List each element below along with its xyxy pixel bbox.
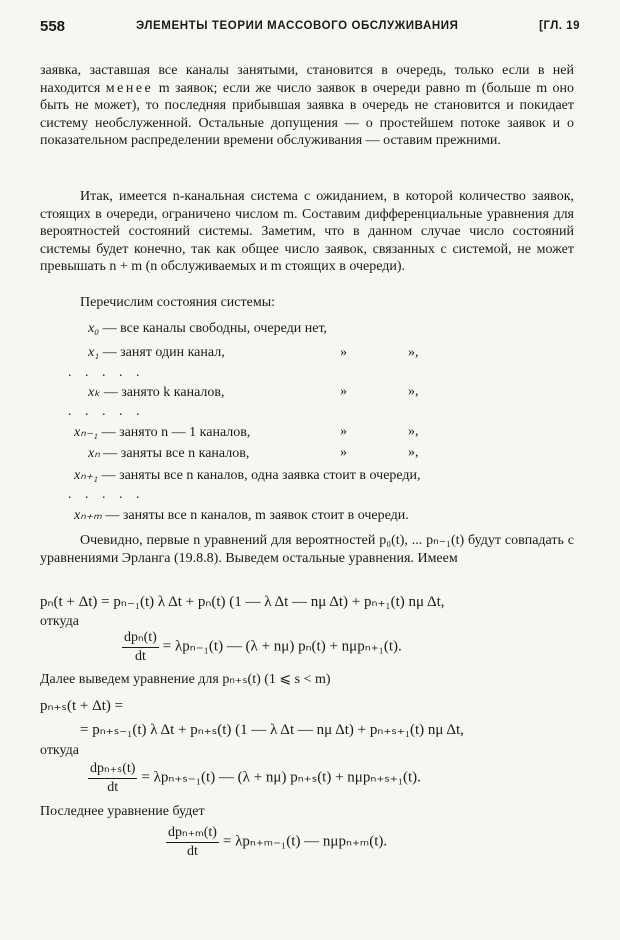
state-text: — занято k каналов, <box>103 385 225 400</box>
word-otkuda: откуда <box>40 743 79 758</box>
ditto-mark: », <box>408 424 419 439</box>
state-symbol: xₖ <box>88 385 101 400</box>
state-symbol: x₁ <box>88 345 100 360</box>
state-symbol: xₙ₋₁ <box>74 425 99 440</box>
paragraph-text: m заявок; если же число заявок в очереди равно m (больше m оно быть не может), то последняя прибывшая заявка в очередь не становится и покидает систему необслуженной. Остальные допущения — о простейшем потоке заявок и о показательном распределении времени обслуживания — оставим прежними. <box>40 80 575 149</box>
derivative-fraction <box>122 629 159 665</box>
equation-differential-nm <box>166 824 387 860</box>
spaced-word: менее <box>105 80 154 96</box>
fraction-denominator: dt <box>134 649 146 664</box>
state-symbol: xₙ <box>88 446 100 461</box>
state-symbol: xₙ₊₁ <box>74 468 99 483</box>
state-text: — заняты все n каналов, <box>103 446 250 461</box>
ditto-mark: » <box>340 424 347 439</box>
equation-difference-ns-rhs: = pₙ₊ₛ₋₁(t) λ Δt + pₙ₊ₛ(t) (1 — λ Δt — nμ Δt) + pₙ₊ₛ₊₁(t) nμ Δt, <box>80 722 464 738</box>
fraction-numerator: dpₙ₊ₘ(t) <box>166 824 219 843</box>
ditto-mark: » <box>340 384 347 399</box>
state-symbol: xₙ₊ₘ <box>74 508 102 523</box>
equation-difference-ns-lhs: pₙ₊ₛ(t + Δt) = <box>40 698 124 714</box>
ditto-mark: », <box>408 345 419 360</box>
chapter-label: [ГЛ. 19 <box>539 20 580 32</box>
page-number: 558 <box>40 18 66 35</box>
state-xn+1 <box>74 467 421 484</box>
ditto-mark: », <box>408 445 419 460</box>
state-text: — занят один канал, <box>102 345 225 360</box>
ditto-mark: » <box>340 345 347 360</box>
equation-differential-ns <box>88 760 421 796</box>
state-x1 <box>88 345 419 361</box>
fraction-denominator: dt <box>187 844 198 859</box>
equation-difference-n: pₙ(t + Δt) = pₙ₋₁(t) λ Δt + pₙ(t) (1 — λ Δt — nμ Δt) + pₙ₊₁(t) nμ Δt, <box>40 594 445 610</box>
equation-rhs: = λpₙ₊ₛ₋₁(t) — (λ + nμ) pₙ₊ₛ(t) + nμpₙ₊ₛ₊₁(t). <box>141 769 421 786</box>
derivative-fraction <box>88 760 137 796</box>
derivative-fraction <box>166 824 219 860</box>
equation-differential-n <box>122 629 402 665</box>
ditto-mark: » <box>340 445 347 460</box>
paragraph-erlang: Очевидно, первые n уравнений для вероятностей p₀(t), ... pₙ₋₁(t) будут совпадать с уравнениями Эрланга (19.8.8). Выведем остальные уравнения. Имеем <box>40 533 574 566</box>
state-text: — заняты все n каналов, одна заявка стоит в очереди, <box>101 468 421 483</box>
ditto-mark: », <box>408 384 419 399</box>
paragraph-queue-rule <box>40 62 574 150</box>
equation-rhs: = λpₙ₊ₘ₋₁(t) — nμpₙ₊ₘ(t). <box>222 833 388 850</box>
running-header <box>40 18 580 40</box>
paragraph-last-equation: Последнее уравнение будет <box>40 804 205 819</box>
running-title: ЭЛЕМЕНТЫ ТЕОРИИ МАССОВОГО ОБСЛУЖИВАНИЯ <box>136 20 459 32</box>
paragraph-next-equation: Далее выведем уравнение для pₙ₊ₛ(t) (1 ⩽ s < m) <box>40 672 331 687</box>
equation-rhs: = λpₙ₋₁(t) — (λ + nμ) pₙ(t) + nμpₙ₊₁(t). <box>162 638 402 655</box>
ellipsis-dots: . . . . . <box>68 404 145 419</box>
state-xn-1 <box>74 424 419 441</box>
state-x0 <box>88 321 327 337</box>
state-symbol: x₀ <box>88 321 100 336</box>
paragraph-text: заявка, заставшая все каналы занятыми, становится в очередь, только если в ней находится <box>40 63 574 96</box>
word-otkuda: откуда <box>40 614 79 629</box>
state-text: — заняты все n каналов, m заявок стоит в очереди. <box>105 508 409 523</box>
state-xn+m <box>74 507 409 524</box>
paragraph-system-description: Итак, имеется n-канальная система с ожиданием, в которой количество заявок, стоящих в очереди, ограничено числом m. Составим дифференциальные уравнения для вероятностей состояний системы. Заметим, что в данном случае число состояний системы будет конечно, так как общее число заявок, связанных с системой, не может превышать n + m (n обслуживаемых и m стоящих в очереди). <box>40 189 574 275</box>
state-text: — занято n — 1 каналов, <box>101 425 251 440</box>
state-text: — все каналы свободны, очереди нет, <box>102 321 328 336</box>
state-xk <box>88 384 419 401</box>
state-xn <box>88 445 419 462</box>
ellipsis-dots: . . . . . <box>68 365 145 380</box>
paragraph-states-intro: Перечислим состояния системы: <box>80 295 275 310</box>
fraction-denominator: dt <box>107 780 119 795</box>
ellipsis-dots: . . . . . <box>68 487 145 502</box>
fraction-numerator: dpₙ(t) <box>122 629 159 648</box>
fraction-numerator: dpₙ₊ₛ(t) <box>88 760 137 779</box>
